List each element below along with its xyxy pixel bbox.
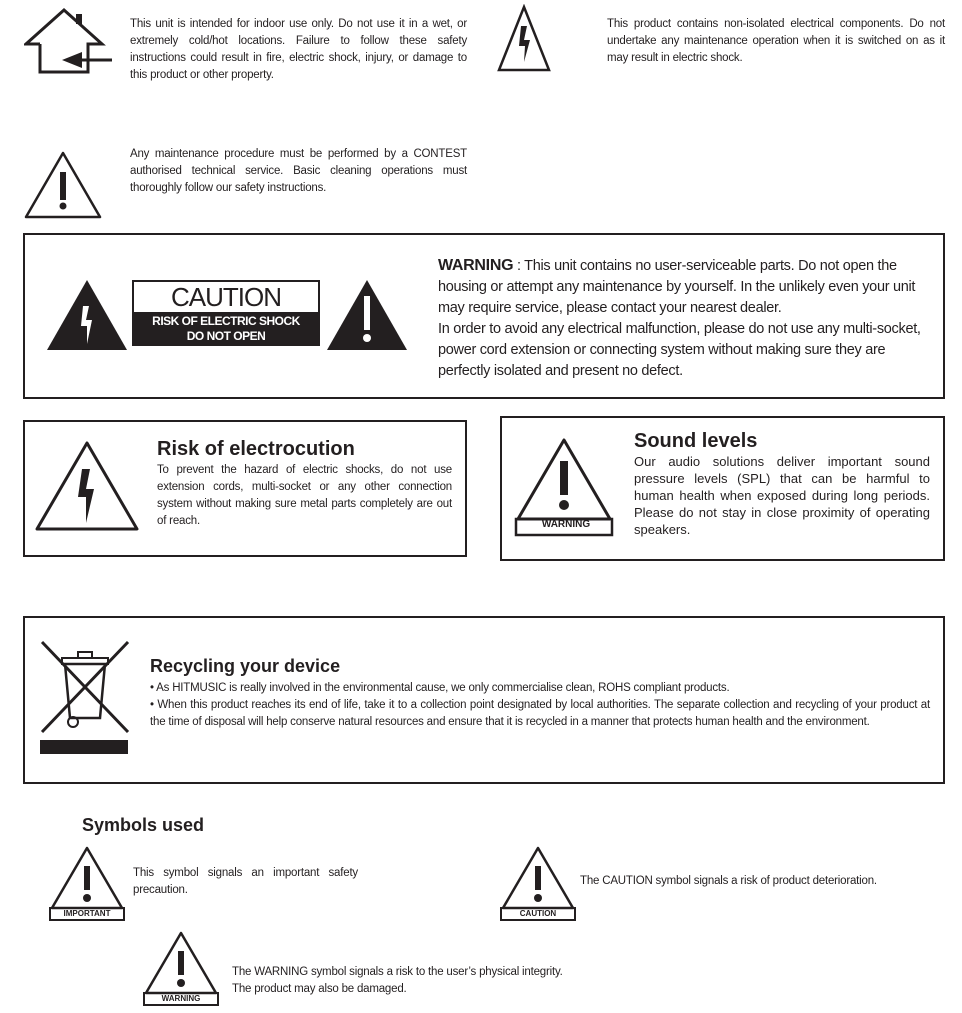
caution-plate-title: CAUTION xyxy=(171,282,281,312)
recycling-title: Recycling your device xyxy=(150,656,341,676)
electrical-components-text: This product contains non-isolated electrical components. Do not undertake any maintenance operation when it is switched on as it may result in electric shock. xyxy=(607,18,945,64)
lightning-triangle-icon xyxy=(47,280,127,350)
sound-levels-text: Our audio solutions deliver important sound pressure levels (SPL) that can be harmful to human health when exposed during long periods. Please do not stay in close proximity of operating speakers. xyxy=(634,454,930,537)
symbols-used-title: Symbols used xyxy=(82,815,205,835)
warning-text-part1: : This unit contains no user-serviceable parts. Do not open the housing or attempt any maintenance by yourself. In the unlikely even your unit may require service, please contact your nearest dealer. xyxy=(438,258,916,316)
sound-levels-title: Sound levels xyxy=(634,430,758,452)
warning-symbol-text-2: The product may also be damaged. xyxy=(232,983,407,995)
caution-plate-line2: DO NOT OPEN xyxy=(186,329,266,343)
indoor-use-house-icon xyxy=(24,4,114,76)
recycling-bullet-2: • When this product reaches its end of life, take it to a collection point designated by local authorities. The separate collection and recycling of your product at the time of disposal will help conserve natural resources and ensure that it is recycled in a manner that protects human health and the environment. xyxy=(150,699,930,728)
caution-symbol-text: The CAUTION symbol signals a risk of product deterioration. xyxy=(580,875,877,887)
warning-text xyxy=(438,255,928,382)
exclamation-warning-icon xyxy=(24,150,102,220)
caution-warning-box xyxy=(23,233,945,399)
caution-symbol-label: CAUTION xyxy=(519,909,557,918)
caution-plate xyxy=(132,280,320,346)
warning-text-part2: In order to avoid any electrical malfunction, please do not use any multi-socket, power cord extension or connecting system without making sure they are perfectly isolated and present no defect. xyxy=(438,321,921,379)
electrocution-text: To prevent the hazard of electric shocks, do not use extension cords, multi-socket or any other connection system without making sure metal parts completely are out of reach. xyxy=(157,464,452,527)
sound-levels-box xyxy=(500,416,945,561)
electric-hazard-icon xyxy=(497,4,551,72)
warning-label: WARNING xyxy=(438,257,514,274)
warning-symbol-label: WARNING xyxy=(161,994,201,1003)
recycling-box xyxy=(23,616,945,784)
caution-plate-line1: RISK OF ELECTRIC SHOCK xyxy=(152,314,300,328)
maintenance-text: Any maintenance procedure must be performed by a CONTEST authorised technical service. Basic cleaning operations must thoroughly follow our safety instructions. xyxy=(130,148,467,194)
electrocution-title: Risk of electrocution xyxy=(157,438,355,460)
lightning-triangle-outline-icon xyxy=(33,439,141,533)
important-symbol-text: This symbol signals an important safety precaution. xyxy=(133,867,358,896)
exclamation-triangle-icon xyxy=(327,280,407,350)
important-symbol-label: IMPORTANT xyxy=(63,909,111,918)
crossed-bin-icon xyxy=(40,640,130,756)
recycling-bullet-1: • As HITMUSIC is really involved in the environmental cause, we only commercialise clean, ROHS compliant products. xyxy=(150,682,730,694)
electrocution-box xyxy=(23,420,467,557)
warning-symbol-text-1: The WARNING symbol signals a risk to the user’s physical integrity. xyxy=(232,966,563,978)
warning-sign-label: WARNING xyxy=(541,519,591,530)
indoor-use-text: This unit is intended for indoor use only. Do not use it in a wet, or extremely cold/hot locations. Failure to follow these safety instructions could result in fire, electric shock, injury, or damage to this product or other property. xyxy=(130,18,467,81)
